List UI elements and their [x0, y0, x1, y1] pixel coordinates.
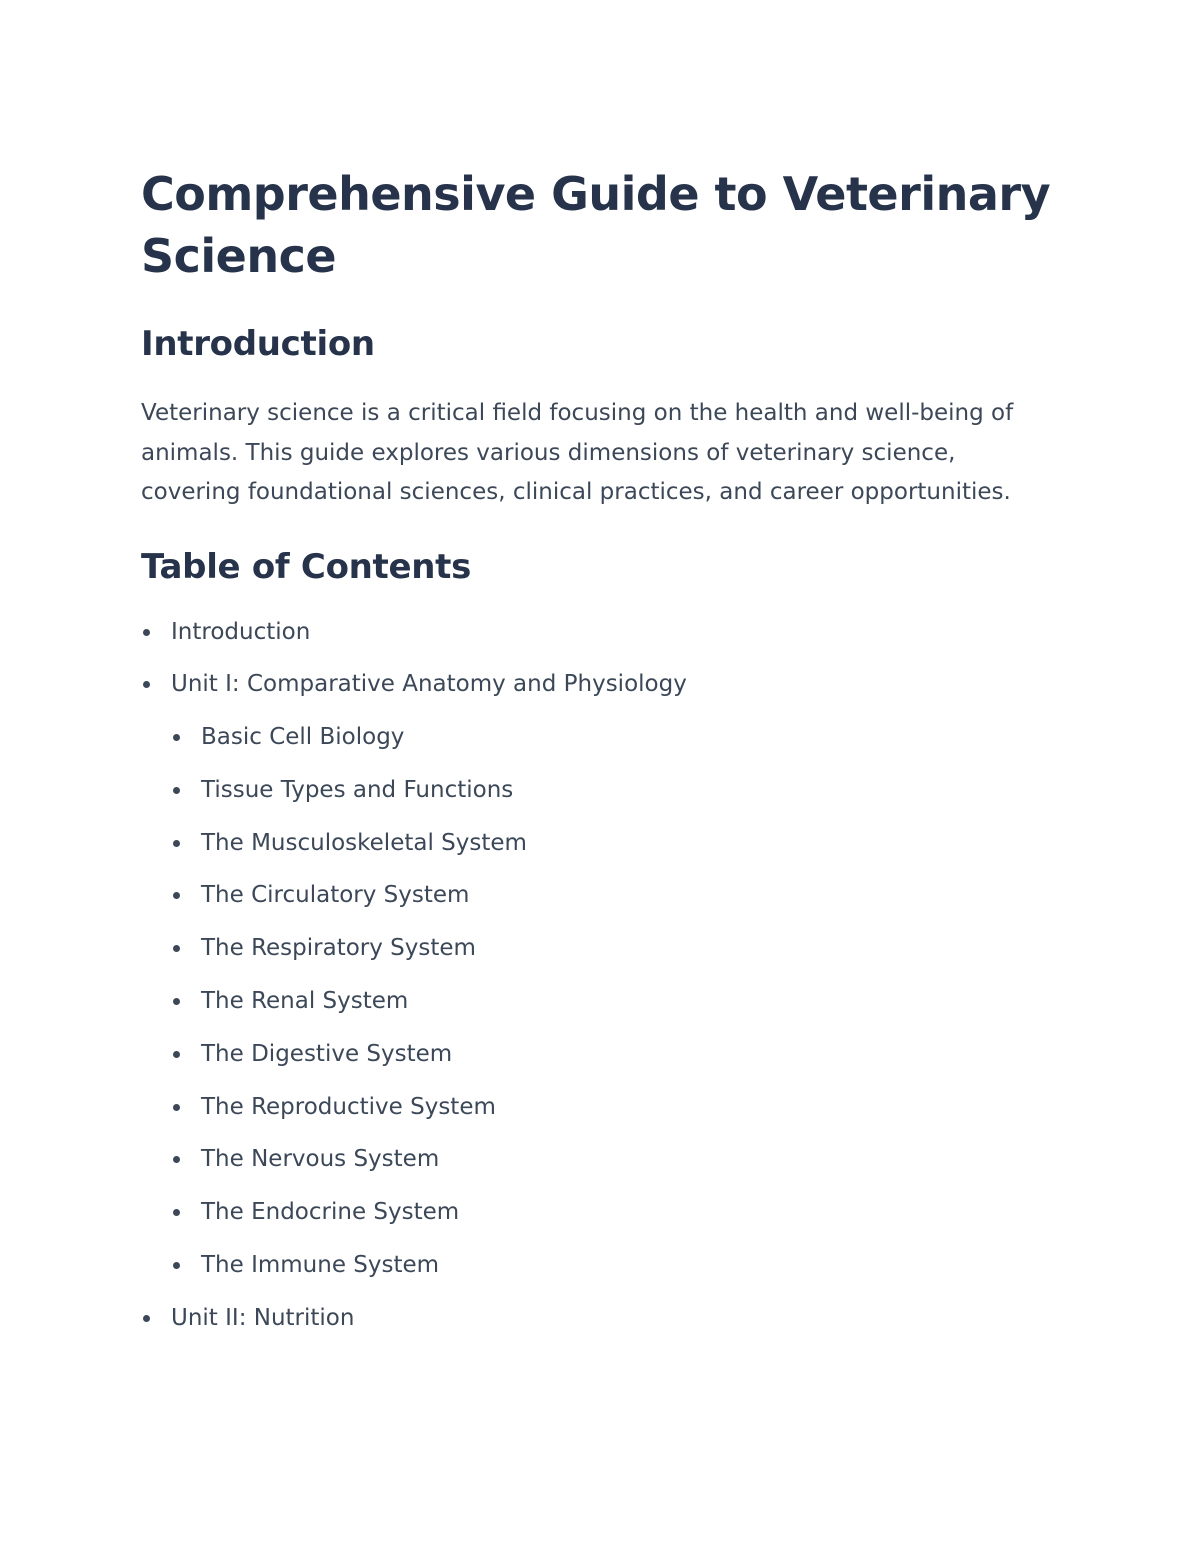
toc-item: Unit II: Nutrition [141, 1292, 1061, 1345]
toc-subitem: Tissue Types and Functions [141, 764, 1061, 817]
introduction-paragraph: Veterinary science is a critical field focusing on the health and well-being of animals. This guide explores various dimensions of veterinary science, covering foundational sciences, clinical practices, and career opportunities. [141, 400, 1014, 505]
toc-subitem: The Endocrine System [141, 1186, 1061, 1239]
toc-subitem: The Digestive System [141, 1028, 1061, 1081]
table-of-contents-list [141, 606, 1061, 1345]
toc-item: Introduction [141, 606, 1061, 659]
toc-subitem: Basic Cell Biology [141, 711, 1061, 764]
page-title: Comprehensive Guide to Veterinary Science [141, 167, 1051, 283]
toc-subitem: The Immune System [141, 1239, 1061, 1292]
toc-item: Unit I: Comparative Anatomy and Physiology [141, 658, 1061, 711]
toc-subitem: The Respiratory System [141, 922, 1061, 975]
toc-subitem: The Circulatory System [141, 869, 1061, 922]
table-of-contents-heading: Table of Contents [141, 546, 472, 587]
toc-subitem: The Renal System [141, 975, 1061, 1028]
document-page [141, 163, 1061, 1345]
introduction-heading: Introduction [141, 324, 375, 364]
toc-subitem: The Nervous System [141, 1133, 1061, 1186]
toc-subitem: The Musculoskeletal System [141, 817, 1061, 870]
toc-subitem: The Reproductive System [141, 1081, 1061, 1134]
